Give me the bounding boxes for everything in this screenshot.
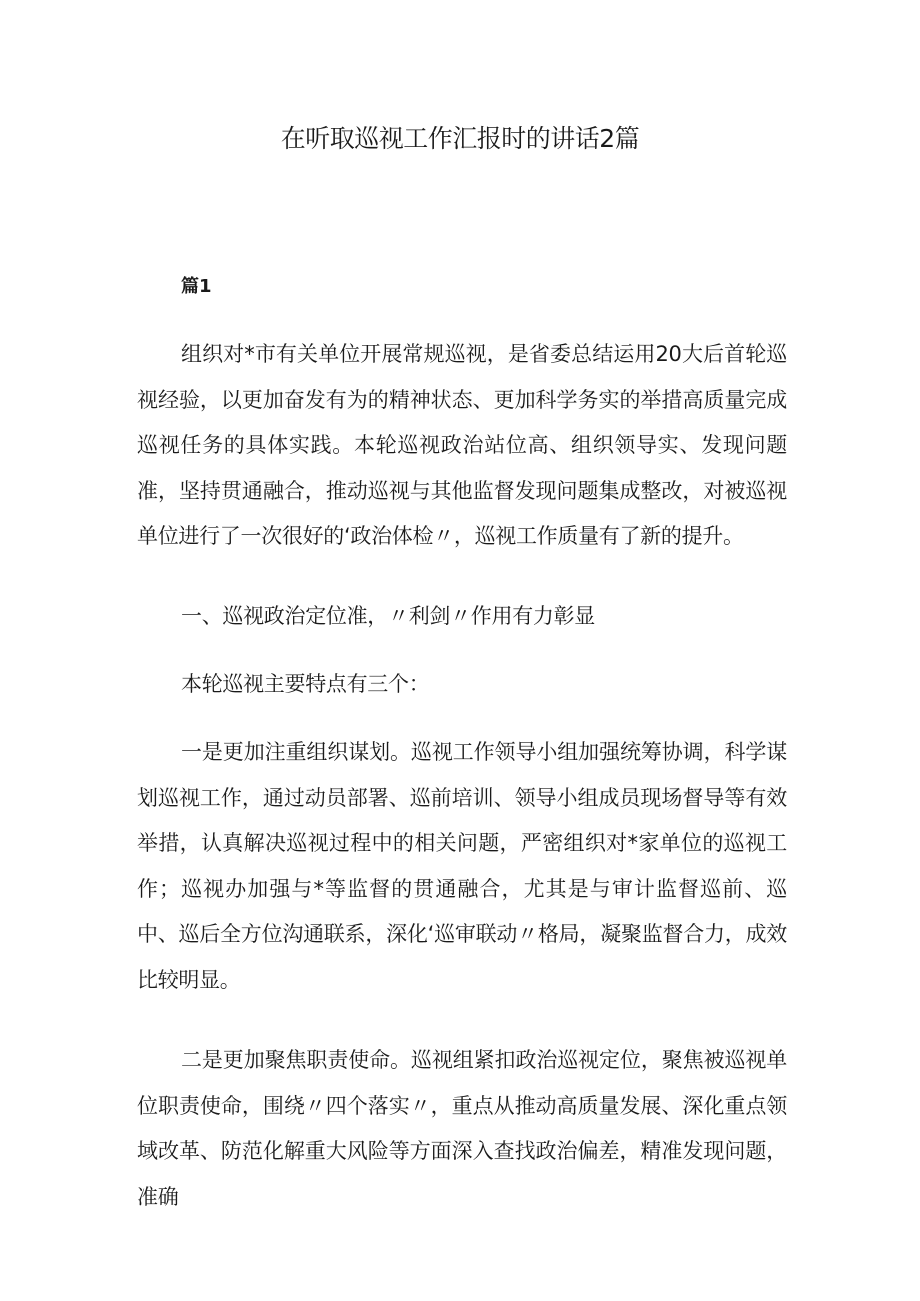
paragraph-intro: 组织对*市有关单位开展常规巡视，是省委总结运用20大后首轮巡视经验，以更加奋发有为的精神状态、更加科学务实的举措高质量完成巡视任务的具体实践。本轮巡视政治站位高、组织领导实、发现问题准，坚持贯通融合，推动巡视与其他监督发现问题集成整改，对被巡视单位进行了一次很好的‘政治体检〃，巡视工作质量有了新的提升。 <box>137 342 787 548</box>
section-heading-1: 一、巡视政治定位准，〃利剑〃作用有力彰显 <box>181 604 595 628</box>
section-label: 篇1 <box>181 276 212 297</box>
paragraph-lead: 本轮巡视主要特点有三个： <box>181 672 430 696</box>
document-title: 在听取巡视工作汇报时的讲话2篇 <box>280 124 640 153</box>
paragraph-point-2: 二是更加聚焦职责使命。巡视组紧扣政治巡视定位，聚焦被巡视单位职责使命，围绕〃四个落实〃，重点从推动高质量发展、深化重点领域改革、防范化解重大风险等方面深入查找政治偏差，精准发现问题，准确 <box>137 1048 787 1209</box>
paragraph-point-1: 一是更加注重组织谋划。巡视工作领导小组加强统筹协调，科学谋划巡视工作，通过动员部署、巡前培训、领导小组成员现场督导等有效举措，认真解决巡视过程中的相关问题，严密组织对*家单位的巡视工作；巡视办加强与*等监督的贯通融合，尤其是与审计监督巡前、巡中、巡后全方位沟通联系，深化‘巡审联动〃格局，凝聚监督合力，成效比较明显。 <box>137 740 787 992</box>
